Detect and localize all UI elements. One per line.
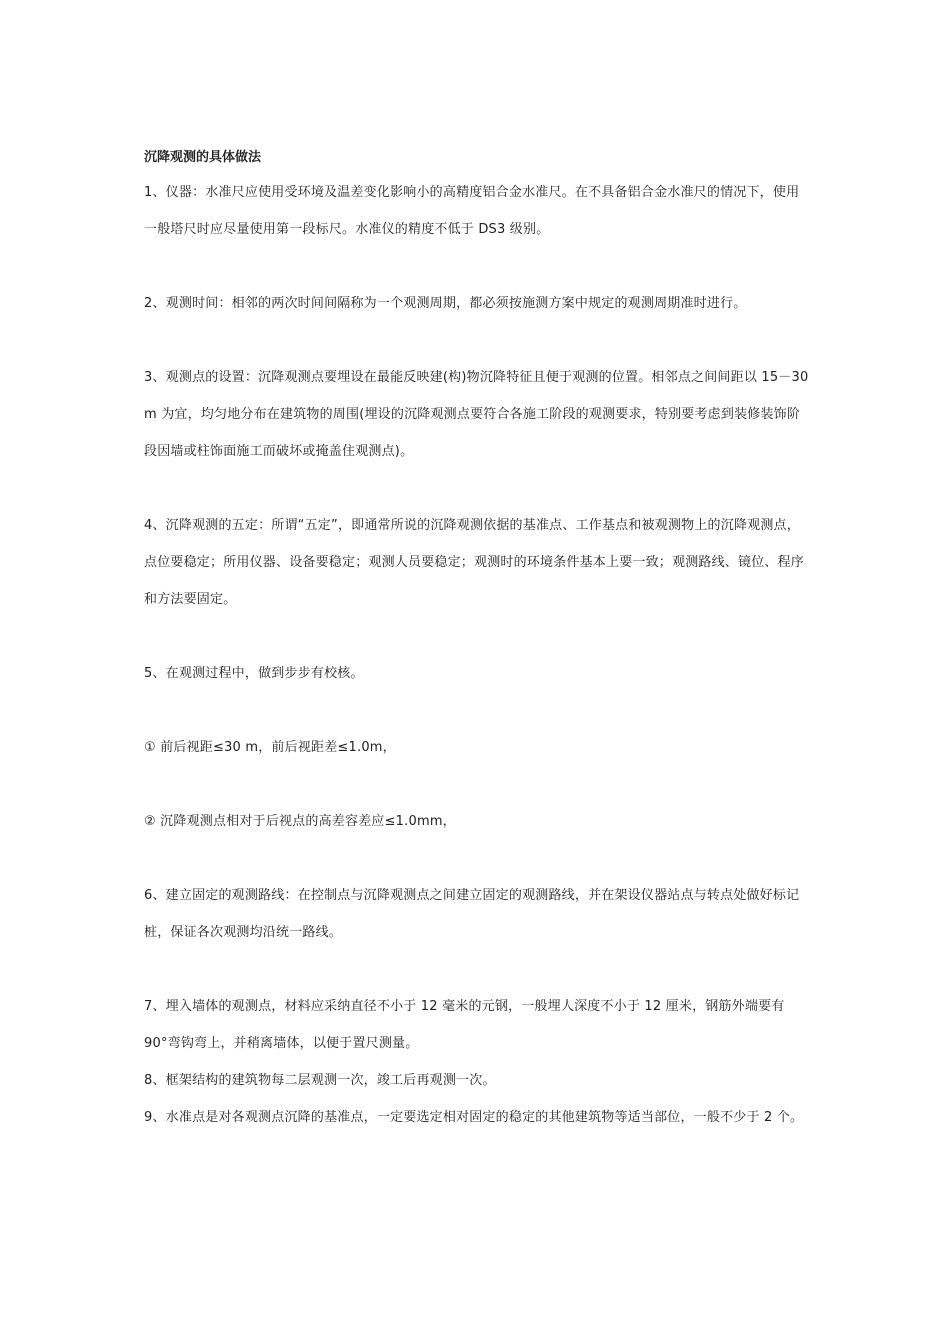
paragraph-1-instrument: 1、仪器：水准尺应使用受环境及温差变化影响小的高精度铝合金水准尺。在不具备铝合金水准尺的情况下，使用一般塔尺时应尽量使用第一段标尺。水准仪的精度不低于 DS3 级别。 xyxy=(144,185,800,237)
document-title: 沉降观测的具体做法 xyxy=(144,150,262,165)
paragraph-5-item-2: ② 沉降观测点相对于后视点的高差容差应≤1.0mm， xyxy=(144,814,456,829)
paragraph-7-wall-point: 7、埋入墙体的观测点，材料应采纳直径不小于 12 毫米的元钢，一般埋人深度不小于 12 厘米，钢筋外端要有 90°弯钩弯上，并稍离墙体，以便于置尺测量。 xyxy=(144,999,785,1051)
paragraph-9-benchmark: 9、水准点是对各观测点沉降的基准点，一定要选定相对固定的稳定的其他建筑物等适当部位，一般不少于 2 个。 xyxy=(144,1110,804,1125)
paragraph-5-check: 5、在观测过程中，做到步步有校核。 xyxy=(144,666,364,681)
paragraph-4-five-fixed: 4、沉降观测的五定：所谓“五定”，即通常所说的沉降观测依据的基准点、工作基点和被观测物上的沉降观测点，点位要稳定；所用仪器、设备要稳定；观测人员要稳定；观测时的环境条件基本上要一致；观测路线、镜位、程序和方法要固定。 xyxy=(144,518,805,607)
paragraph-5-item-1: ① 前后视距≤30 m，前后视距差≤1.0m， xyxy=(144,740,396,755)
paragraph-3-point-setup: 3、观测点的设置：沉降观测点要埋设在最能反映建(构)物沉降特征且便于观测的位置。相邻点之间间距以 15－30 m 为宜，均匀地分布在建筑物的周围(埋设的沉降观测点要符合各施工阶段的观测要求，特别要考虑到装修装饰阶段因墙或柱饰面施工而破坏或掩盖住观测点)。 xyxy=(144,370,809,459)
paragraph-8-frame-structure: 8、框架结构的建筑物每二层观测一次，竣工后再观测一次。 xyxy=(144,1073,496,1088)
paragraph-6-fixed-route: 6、建立固定的观测路线：在控制点与沉降观测点之间建立固定的观测路线，并在架设仪器站点与转点处做好标记桩，保证各次观测均沿统一路线。 xyxy=(144,888,800,940)
paragraph-2-observation-time: 2、观测时间：相邻的两次时间间隔称为一个观测周期，都必须按施测方案中规定的观测周期准时进行。 xyxy=(144,296,747,311)
document-body xyxy=(144,146,809,1136)
